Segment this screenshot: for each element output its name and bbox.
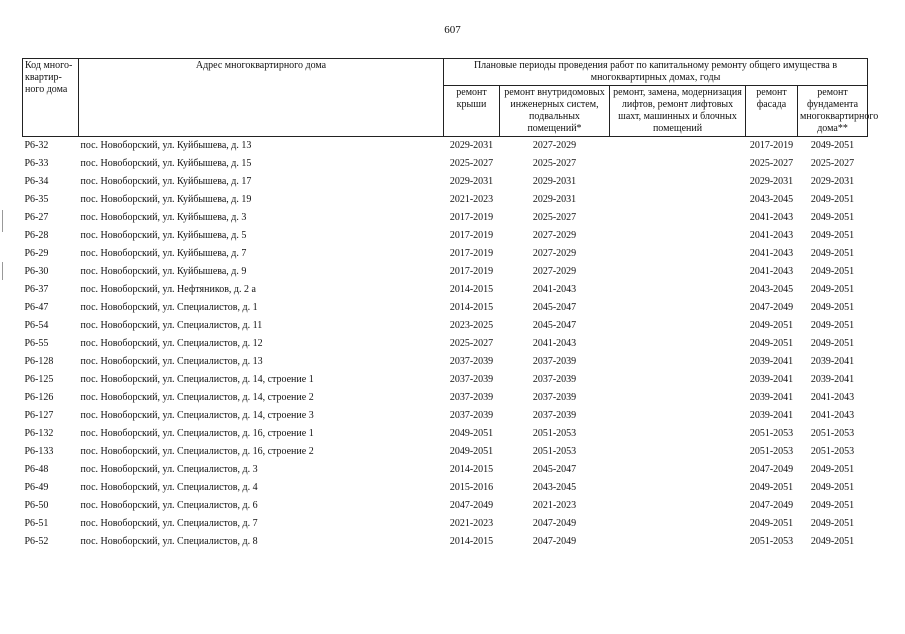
cell-foundation: 2049-2051 [810, 266, 855, 277]
cell-foundation: 2049-2051 [810, 320, 855, 331]
cell-code: Р6-125 [24, 374, 54, 385]
cell-systems: 2051-2053 [532, 428, 577, 439]
cell-address: пос. Новоборский, ул. Специалистов, д. 14, строение 2 [80, 392, 314, 403]
cell-code: Р6-52 [24, 536, 49, 547]
cell-elevators [610, 317, 746, 335]
table-header [23, 59, 879, 137]
cell-code: Р6-126 [24, 392, 54, 403]
table-row [23, 407, 868, 425]
cell-address: пос. Новоборский, ул. Специалистов, д. 16, строение 1 [80, 428, 314, 439]
table-row [23, 227, 868, 245]
cell-roof: 2047-2049 [449, 500, 494, 511]
cell-foundation: 2049-2051 [810, 212, 855, 223]
table-row [23, 155, 868, 173]
cell-facade: 2049-2051 [749, 320, 794, 331]
cell-facade: 2029-2031 [749, 176, 794, 187]
table-row [23, 353, 868, 371]
cell-address: пос. Новоборский, ул. Специалистов, д. 14, строение 3 [80, 410, 314, 421]
cell-foundation: 2051-2053 [810, 428, 855, 439]
cell-code: Р6-29 [24, 248, 49, 259]
cell-foundation: 2049-2051 [810, 518, 855, 529]
cell-systems: 2037-2039 [532, 356, 577, 367]
cell-code: Р6-55 [24, 338, 49, 349]
cell-address: пос. Новоборский, ул. Специалистов, д. 3 [80, 464, 258, 475]
table-row [23, 281, 868, 299]
cell-systems: 2027-2029 [500, 137, 610, 156]
table-row [23, 209, 868, 227]
cell-roof: 2014-2015 [449, 302, 494, 313]
cell-roof: 2037-2039 [449, 410, 494, 421]
table-row [23, 299, 868, 317]
cell-systems: 2047-2049 [532, 518, 577, 529]
cell-elevators [610, 209, 746, 227]
cell-code: Р6-32 [23, 137, 79, 156]
cell-code: Р6-50 [24, 500, 49, 511]
cell-roof: 2021-2023 [449, 194, 494, 205]
cell-roof: 2014-2015 [449, 536, 494, 547]
cell-elevators [610, 497, 746, 515]
cell-facade: 2039-2041 [749, 374, 794, 385]
cell-foundation: 2029-2031 [810, 176, 855, 187]
cell-foundation: 2049-2051 [810, 482, 855, 493]
cell-elevators [610, 191, 746, 209]
cell-facade: 2017-2019 [746, 137, 798, 156]
cell-address: пос. Новоборский, ул. Специалистов, д. 1 [80, 302, 258, 313]
scan-artifact [2, 262, 3, 280]
cell-elevators [610, 389, 746, 407]
cell-code: Р6-128 [24, 356, 54, 367]
cell-elevators [610, 245, 746, 263]
cell-roof: 2037-2039 [449, 356, 494, 367]
cell-facade: 2041-2043 [749, 230, 794, 241]
cell-foundation: 2049-2051 [810, 500, 855, 511]
cell-facade: 2049-2051 [749, 518, 794, 529]
table-row [23, 497, 868, 515]
cell-foundation: 2049-2051 [810, 194, 855, 205]
cell-foundation: 2041-2043 [810, 392, 855, 403]
cell-systems: 2027-2029 [532, 248, 577, 259]
cell-elevators [610, 425, 746, 443]
cell-systems: 2037-2039 [532, 374, 577, 385]
cell-elevators [610, 533, 746, 551]
cell-systems: 2021-2023 [532, 500, 577, 511]
cell-roof: 2025-2027 [449, 338, 494, 349]
cell-roof: 2025-2027 [449, 158, 494, 169]
scan-artifact [2, 210, 3, 232]
cell-address: пос. Новоборский, ул. Специалистов, д. 14, строение 1 [80, 374, 314, 385]
cell-foundation: 2049-2051 [810, 230, 855, 241]
cell-roof: 2049-2051 [449, 446, 494, 457]
cell-code: Р6-133 [24, 446, 54, 457]
cell-systems: 2025-2027 [532, 158, 577, 169]
cell-systems: 2029-2031 [532, 194, 577, 205]
cell-facade: 2051-2053 [749, 446, 794, 457]
cell-foundation: 2025-2027 [810, 158, 855, 169]
cell-roof: 2017-2019 [449, 212, 494, 223]
cell-systems: 2027-2029 [532, 230, 577, 241]
cell-address: пос. Новоборский, ул. Куйбышева, д. 3 [80, 212, 247, 223]
table-row [23, 371, 868, 389]
cell-systems: 2041-2043 [532, 284, 577, 295]
cell-facade: 2041-2043 [749, 266, 794, 277]
cell-roof: 2015-2016 [449, 482, 494, 493]
table-row [23, 245, 868, 263]
cell-code: Р6-51 [24, 518, 49, 529]
table-row [23, 191, 868, 209]
cell-roof: 2014-2015 [449, 284, 494, 295]
cell-address: пос. Новоборский, ул. Куйбышева, д. 13 [79, 137, 444, 156]
cell-elevators [610, 515, 746, 533]
cell-roof: 2029-2031 [444, 137, 500, 156]
cell-systems: 2041-2043 [532, 338, 577, 349]
cell-address: пос. Новоборский, ул. Специалистов, д. 7 [80, 518, 258, 529]
cell-elevators [610, 461, 746, 479]
cell-foundation: 2039-2041 [810, 374, 855, 385]
header-periods-group: Плановые периоды проведения работ по капитальному ремонту общего имущества в многоквартирных домах, годы [444, 59, 868, 86]
cell-address: пос. Новоборский, ул. Специалистов, д. 8 [80, 536, 258, 547]
cell-code: Р6-54 [24, 320, 49, 331]
table-row [23, 263, 868, 281]
cell-systems: 2045-2047 [532, 464, 577, 475]
cell-roof: 2021-2023 [449, 518, 494, 529]
cell-elevators [610, 281, 746, 299]
cell-elevators [610, 479, 746, 497]
cell-roof: 2029-2031 [449, 176, 494, 187]
cell-code: Р6-37 [24, 284, 49, 295]
table-row [23, 137, 868, 156]
cell-foundation: 2049-2051 [810, 536, 855, 547]
cell-systems: 2027-2029 [532, 266, 577, 277]
cell-elevators [610, 227, 746, 245]
cell-code: Р6-49 [24, 482, 49, 493]
table-row [23, 317, 868, 335]
table-body [23, 137, 868, 552]
cell-foundation: 2049-2051 [810, 302, 855, 313]
cell-facade: 2047-2049 [749, 464, 794, 475]
cell-foundation: 2051-2053 [810, 446, 855, 457]
cell-address: пос. Новоборский, ул. Специалистов, д. 11 [80, 320, 263, 331]
cell-systems: 2037-2039 [532, 392, 577, 403]
table-row [23, 533, 868, 551]
cell-facade: 2047-2049 [749, 500, 794, 511]
cell-systems: 2037-2039 [532, 410, 577, 421]
cell-elevators [610, 263, 746, 281]
cell-systems: 2045-2047 [532, 302, 577, 313]
cell-foundation: 2041-2043 [810, 410, 855, 421]
cell-facade: 2043-2045 [749, 194, 794, 205]
cell-roof: 2017-2019 [449, 230, 494, 241]
cell-roof: 2014-2015 [449, 464, 494, 475]
table-row [23, 389, 868, 407]
cell-facade: 2043-2045 [749, 284, 794, 295]
table-row [23, 335, 868, 353]
cell-facade: 2025-2027 [749, 158, 794, 169]
cell-facade: 2041-2043 [749, 248, 794, 259]
cell-systems: 2045-2047 [532, 320, 577, 331]
cell-facade: 2051-2053 [749, 428, 794, 439]
cell-elevators [610, 353, 746, 371]
cell-roof: 2023-2025 [449, 320, 494, 331]
header-roof: ремонт крыши [444, 86, 500, 137]
cell-roof: 2037-2039 [449, 392, 494, 403]
cell-facade: 2049-2051 [749, 338, 794, 349]
cell-code: Р6-30 [24, 266, 49, 277]
cell-roof: 2037-2039 [449, 374, 494, 385]
cell-code: Р6-34 [24, 176, 49, 187]
cell-foundation: 2049-2051 [810, 464, 855, 475]
cell-code: Р6-47 [24, 302, 49, 313]
cell-elevators [610, 335, 746, 353]
header-elevators: ремонт, замена, модернизация лифтов, ремонт лифтовых шахт, машинных и блочных помещений [610, 86, 746, 137]
page-number: 607 [444, 24, 461, 36]
cell-address: пос. Новоборский, ул. Специалистов, д. 13 [80, 356, 263, 367]
cell-systems: 2051-2053 [532, 446, 577, 457]
header-foundation: ремонт фундамента многоквартирного дома** [798, 86, 868, 137]
cell-code: Р6-35 [24, 194, 49, 205]
cell-elevators [610, 173, 746, 191]
cell-facade: 2051-2053 [749, 536, 794, 547]
table-row [23, 443, 868, 461]
cell-code: Р6-48 [24, 464, 49, 475]
cell-elevators [610, 443, 746, 461]
cell-facade: 2049-2051 [749, 482, 794, 493]
cell-foundation: 2049-2051 [798, 137, 868, 156]
cell-elevators [610, 299, 746, 317]
cell-foundation: 2049-2051 [810, 284, 855, 295]
cell-facade: 2047-2049 [749, 302, 794, 313]
cell-address: пос. Новоборский, ул. Специалистов, д. 6 [80, 500, 258, 511]
cell-address: пос. Новоборский, ул. Куйбышева, д. 17 [80, 176, 252, 187]
cell-address: пос. Новоборский, ул. Куйбышева, д. 19 [80, 194, 252, 205]
cell-systems: 2025-2027 [532, 212, 577, 223]
cell-elevators [610, 137, 746, 156]
cell-roof: 2017-2019 [449, 266, 494, 277]
table-row [23, 515, 868, 533]
cell-address: пос. Новоборский, ул. Куйбышева, д. 5 [80, 230, 247, 241]
cell-elevators [610, 407, 746, 425]
cell-facade: 2039-2041 [749, 392, 794, 403]
cell-address: пос. Новоборский, ул. Куйбышева, д. 9 [80, 266, 247, 277]
table-row [23, 425, 868, 443]
cell-systems: 2029-2031 [532, 176, 577, 187]
cell-elevators [610, 155, 746, 173]
cell-code: Р6-132 [24, 428, 54, 439]
table-row [23, 461, 868, 479]
header-facade: ремонт фасада [746, 86, 798, 137]
cell-foundation: 2049-2051 [810, 248, 855, 259]
cell-facade: 2041-2043 [749, 212, 794, 223]
cell-code: Р6-33 [24, 158, 49, 169]
cell-systems: 2047-2049 [532, 536, 577, 547]
cell-address: пос. Новоборский, ул. Куйбышева, д. 15 [80, 158, 252, 169]
header-address: Адрес многоквартирного дома [79, 59, 444, 137]
cell-address: пос. Новоборский, ул. Нефтяников, д. 2 а [80, 284, 256, 295]
table-row [23, 479, 868, 497]
cell-address: пос. Новоборский, ул. Специалистов, д. 4 [80, 482, 258, 493]
cell-roof: 2017-2019 [449, 248, 494, 259]
table-row [23, 173, 868, 191]
cell-address: пос. Новоборский, ул. Куйбышева, д. 7 [80, 248, 247, 259]
cell-address: пос. Новоборский, ул. Специалистов, д. 12 [80, 338, 263, 349]
cell-roof: 2049-2051 [449, 428, 494, 439]
header-systems: ремонт внутридомовых инженерных систем, подвальных помещений* [500, 86, 610, 137]
cell-systems: 2043-2045 [532, 482, 577, 493]
cell-code: Р6-27 [24, 212, 49, 223]
cell-elevators [610, 371, 746, 389]
cell-code: Р6-28 [24, 230, 49, 241]
cell-foundation: 2049-2051 [810, 338, 855, 349]
header-code: Код много-квартир-ного дома [23, 59, 79, 137]
cell-address: пос. Новоборский, ул. Специалистов, д. 16, строение 2 [80, 446, 314, 457]
cell-code: Р6-127 [24, 410, 54, 421]
capital-repair-schedule-table [22, 58, 879, 551]
cell-facade: 2039-2041 [749, 356, 794, 367]
cell-facade: 2039-2041 [749, 410, 794, 421]
cell-foundation: 2039-2041 [810, 356, 855, 367]
